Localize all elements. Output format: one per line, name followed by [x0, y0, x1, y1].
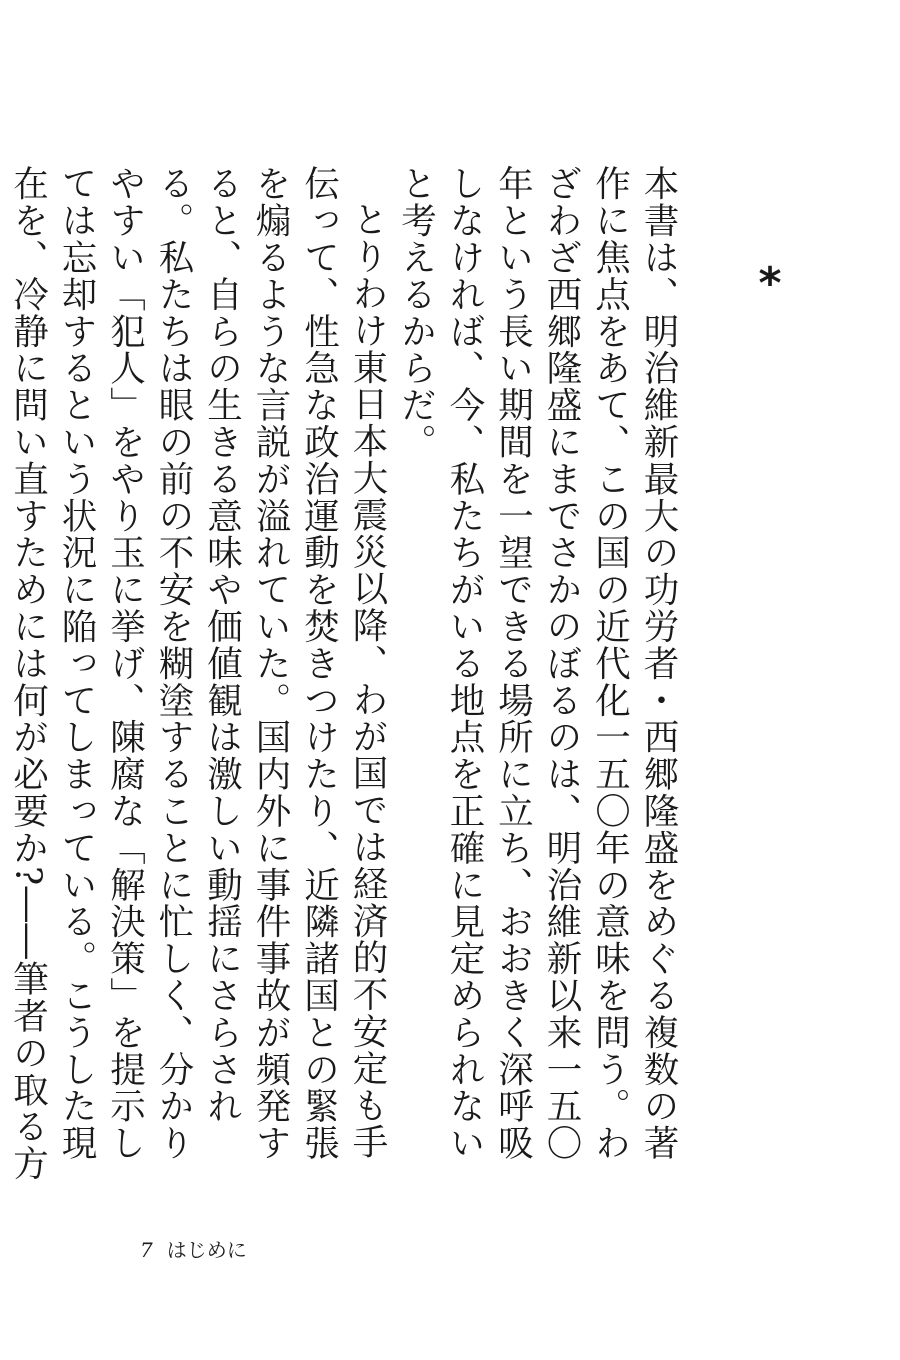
running-header-title: はじめに — [166, 1238, 247, 1262]
paragraph-2: とりわけ東日本大震災以降、わが国では経済的不安定も手伝って、性急な政治運動を焚きつけたり、近隣諸国との緊張を煽るような言説が溢れていた。国内外に事件事故が頻発すると、自らの生きる意味や価値観は激しい動揺にさらされる。私たちは眼の前の不安を糊塗することに忙しく、分かりやすい「犯人」をやり玉に挙げ、陳腐な「解決策」を提示しては忘却するという状況に陥ってしまっている。こうした現在を、冷静に問い直すためには何が必要か?――筆者の取る方 — [7, 165, 388, 1182]
section-break-asterisk: * — [758, 258, 782, 309]
page-footer — [140, 1238, 247, 1262]
body-text — [0, 165, 682, 1195]
paragraph-1: 本書は、明治維新最大の功労者・西郷隆盛をめぐる複数の著作に焦点をあて、この国の近代化一五〇年の意味を問う。わざわざ西郷隆盛にまでさかのぼるのは、明治維新以来一五〇年という長い期間を一望できる場所に立ち、おおきく深呼吸しなければ、今、私たちがいる地点を正確に見定められないと考えるからだ。 — [395, 165, 679, 1162]
page-number: 7 — [140, 1238, 153, 1262]
